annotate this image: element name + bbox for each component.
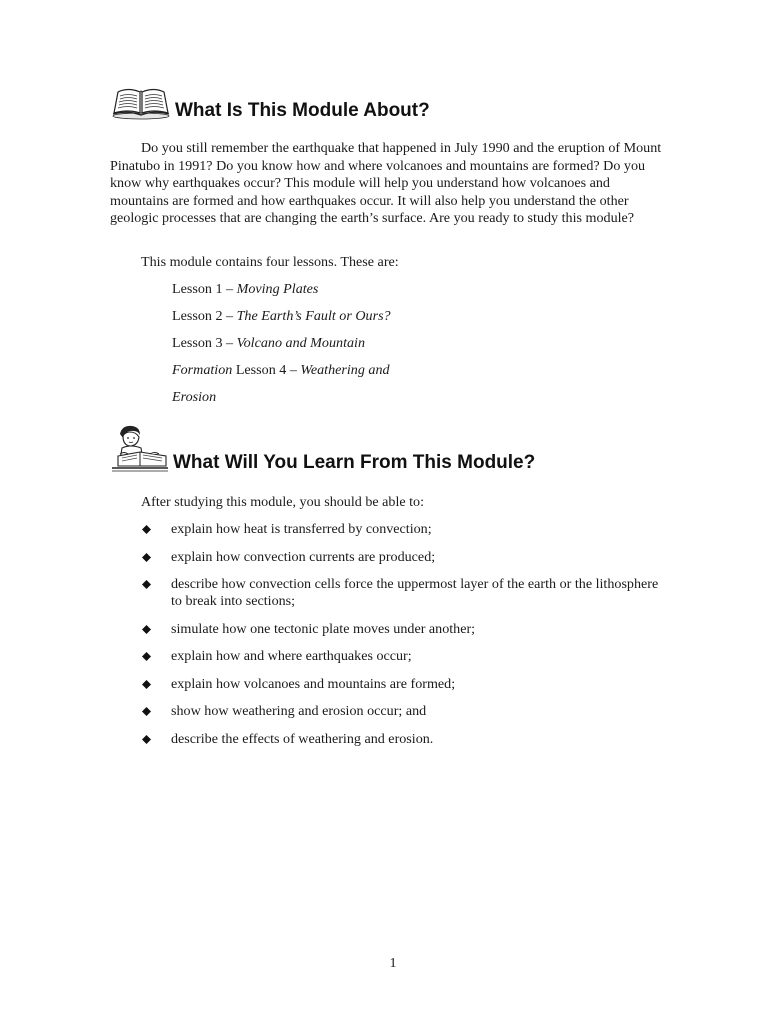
lesson-4-title-end: Erosion <box>172 389 217 405</box>
lesson-line-2 <box>172 308 391 325</box>
objective-text: describe how convection cells force the uppermost layer of the earth or the lithosphere to break into sections; <box>171 576 659 609</box>
lesson-2-title: The Earth’s Fault or Ours? <box>236 308 391 324</box>
section-heading-learn <box>110 424 535 472</box>
lesson-line-3 <box>172 335 365 352</box>
list-item <box>140 703 660 720</box>
lesson-4-prefix: Lesson 4 – <box>232 362 301 378</box>
objective-text: explain how heat is transferred by convection; <box>171 521 432 537</box>
diamond-bullet-icon <box>142 707 151 716</box>
lesson-1-title: Moving Plates <box>236 281 319 297</box>
objective-text: explain how and where earthquakes occur; <box>171 648 412 664</box>
lesson-line-5 <box>172 389 216 406</box>
lesson-1-prefix: Lesson 1 – <box>172 281 237 297</box>
objective-text: describe the effects of weathering and erosion. <box>171 730 434 747</box>
diamond-bullet-icon <box>142 680 151 689</box>
page-number: 1 <box>389 955 397 971</box>
diamond-bullet-icon <box>142 580 151 589</box>
lesson-4-title-start: Weathering and <box>300 362 390 378</box>
objective-text: simulate how one tectonic plate moves under another; <box>171 620 476 637</box>
objective-text: show how weathering and erosion occur; and <box>171 703 427 719</box>
lessons-intro: This module contains four lessons. These are: <box>141 254 399 270</box>
diamond-bullet-icon <box>142 525 151 534</box>
diamond-bullet-icon <box>142 735 151 744</box>
lesson-line-4 <box>172 362 390 379</box>
list-item <box>140 521 660 538</box>
list-item <box>140 648 660 665</box>
lesson-3-prefix: Lesson 3 – <box>172 335 237 351</box>
intro-paragraph: Do you still remember the earthquake that happened in July 1990 and the eruption of Mount Pinatubo in 1991? Do you know how and where volcanoes and mountains are formed? Do you know why earthquakes occur? This module will help you understand how volcanoes and mountains are formed and how earthquakes occur. It will also help you understand the other geologic processes that are changing the earth’s surface. Are you ready to study this module? <box>110 140 662 226</box>
open-book-icon <box>110 80 172 120</box>
lesson-2-prefix: Lesson 2 – <box>172 308 237 324</box>
section-title-about: What Is This Module About? <box>175 100 430 121</box>
section-heading-about <box>110 80 430 120</box>
list-item <box>140 576 660 610</box>
list-item <box>140 549 660 566</box>
objective-text: explain how convection currents are produced; <box>171 548 436 565</box>
objective-text: explain how volcanoes and mountains are formed; <box>171 675 456 692</box>
diamond-bullet-icon <box>142 625 151 634</box>
list-item <box>140 731 660 748</box>
objectives-list <box>140 521 660 758</box>
list-item <box>140 621 660 638</box>
student-reading-icon <box>110 424 170 472</box>
section-title-learn: What Will You Learn From This Module? <box>173 452 536 473</box>
diamond-bullet-icon <box>142 553 151 562</box>
list-item <box>140 676 660 693</box>
lesson-line-1 <box>172 281 318 298</box>
objectives-intro: After studying this module, you should be able to: <box>141 494 425 510</box>
lesson-3-title-start: Volcano and Mountain <box>236 335 365 351</box>
lesson-3-title-end: Formation <box>172 362 233 378</box>
diamond-bullet-icon <box>142 652 151 661</box>
